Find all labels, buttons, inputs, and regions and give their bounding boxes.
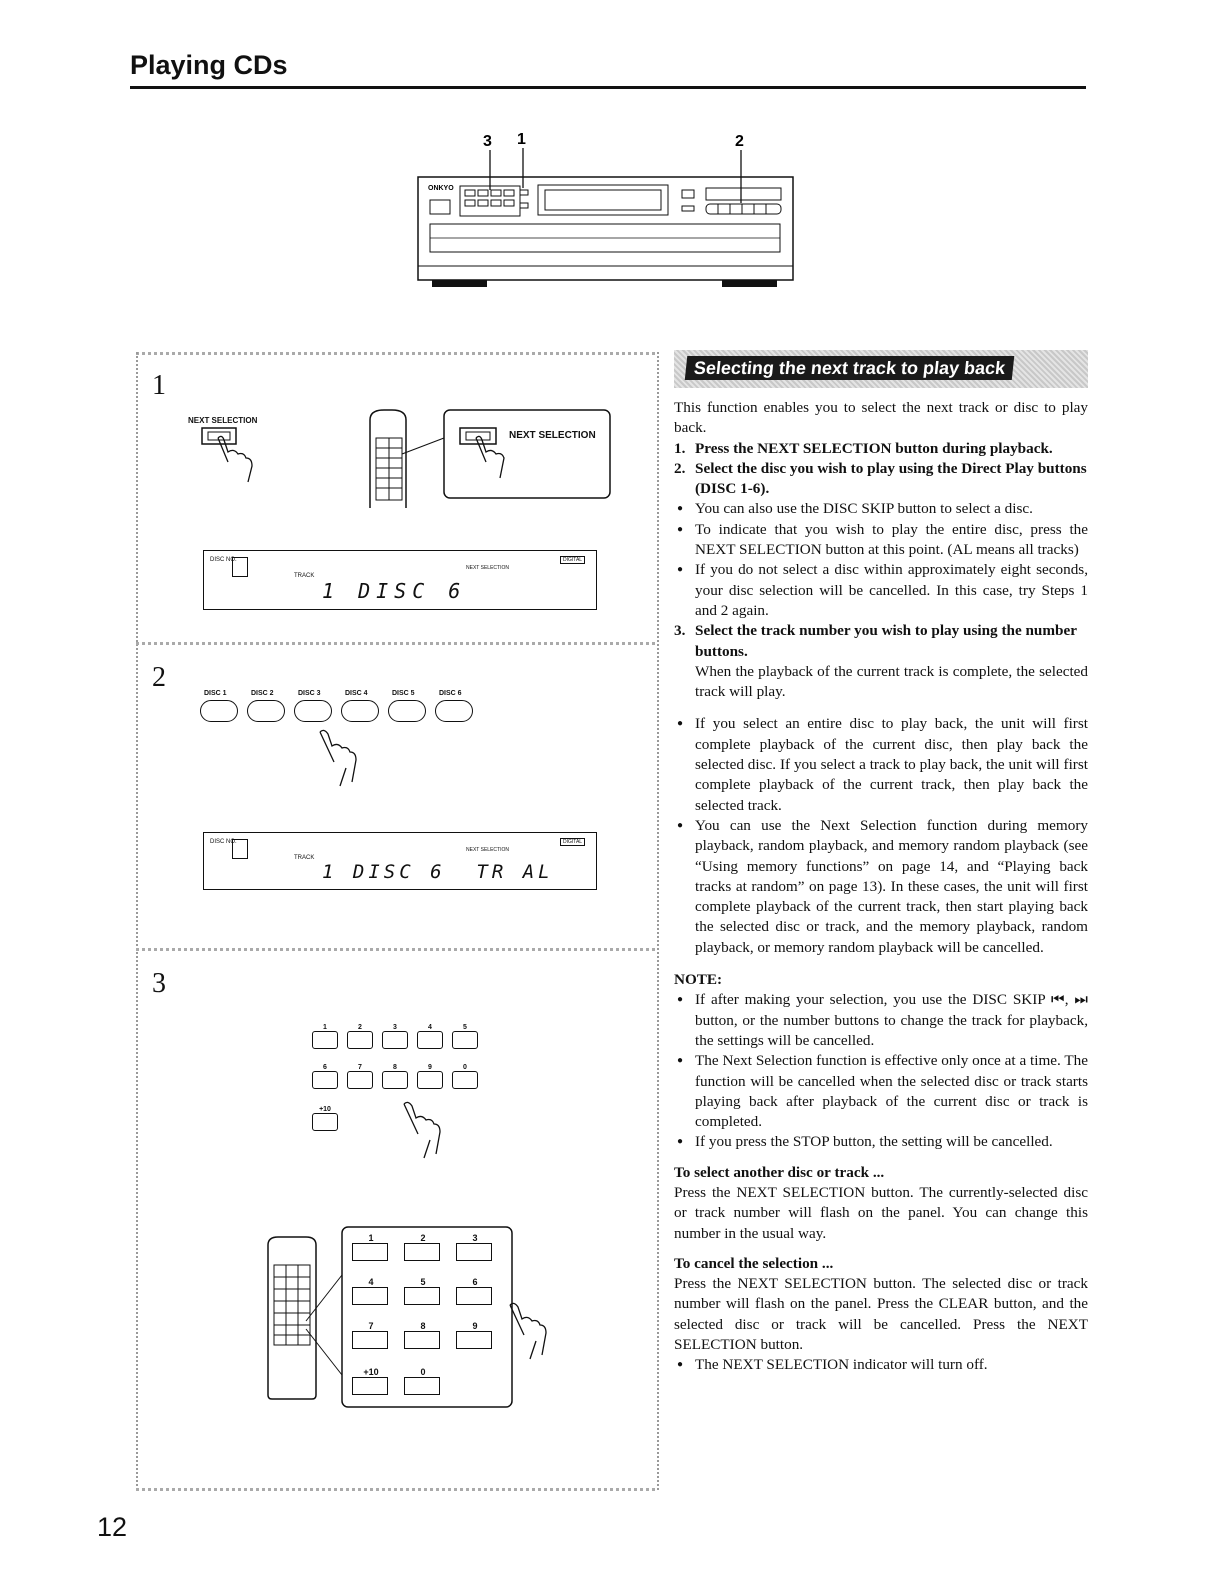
instructions-column [674,350,1088,1376]
hand-press-icon [198,426,268,486]
cancel-selection-body: Press the NEXT SELECTION button. The selected disc or track number will flash on the panel. Press the CLEAR button, and the selected disc or track will be cancelled. Press the NEXT SELECTION button. [674,1275,1088,1354]
display-panel-step2 [203,832,597,890]
list-item: ● If after making your selection, you use the DISC SKIP ⏮, ⏭ button, or the number buttons to change the track for playback, the settings will be cancelled. [674,990,1088,1051]
track-label: TRACK [294,855,315,861]
step2-number: 2 [152,662,166,693]
instruction-steps [674,439,1088,500]
instruction-steps-cont [674,621,1088,662]
list-item: ● If you do not select a disc within approximately eight seconds, your disc selection will be cancelled. In this case, try Steps 1 and 2 again. [674,560,1088,621]
remote-key: 1 [352,1233,390,1261]
disc3-button: DISC 3 [294,690,334,722]
note-heading: NOTE: [674,971,723,989]
disc2-oval [247,700,285,722]
num-button: 4 [417,1024,443,1049]
disc1-oval [200,700,238,722]
step2-bullets [674,499,1088,621]
instruction-step-1: 1. Press the NEXT SELECTION button during playback. [674,439,1053,457]
list-item: ● To indicate that you wish to play the entire disc, press the NEXT SELECTION button at this point. (AL means all tracks) [674,520,1088,561]
remote-key: +10 [352,1367,390,1395]
disc3-oval [294,700,332,722]
hand-press-icon [400,1100,460,1162]
cd-player-illustration [410,128,800,298]
num-button: 8 [382,1064,408,1089]
remote-key: 3 [456,1233,494,1261]
remote-key: 5 [404,1277,442,1305]
title-rule [130,86,1086,89]
remote-zoom-drawing [368,408,613,508]
num-button: 7 [347,1064,373,1089]
note-bullets [674,990,1088,1152]
remote-key: 7 [352,1321,390,1349]
cd-player-drawing [410,128,800,298]
remote-key: 4 [352,1277,390,1305]
remote-key: 8 [404,1321,442,1349]
list-item: ● You can also use the DISC SKIP button to select a disc. [674,499,1088,519]
section-banner [674,350,1088,388]
section-heading: Selecting the next track to play back [685,356,1015,380]
disc4-button: DISC 4 [341,690,381,722]
disc4-oval [341,700,379,722]
disc-buttons-row [200,690,470,726]
disc5-button: DISC 5 [388,690,428,722]
segment-readout: 1 DISC 6 TR AL [322,861,554,883]
step1-number: 1 [152,370,166,401]
num-button: 1 [312,1024,338,1049]
num-button: 6 [312,1064,338,1089]
callout-3: 3 [483,133,492,150]
track-label: TRACK [294,573,315,579]
panel-bottom-border [136,1488,657,1491]
cancel-selection-heading: To cancel the selection ... [674,1254,834,1272]
step3-number: 3 [152,968,166,999]
next-selection-remote-label: NEXT SELECTION [509,430,596,441]
list-item: ● If you select an entire disc to play back, the unit will first complete playback of the current disc, then play back the selected disc. If you select a track to play back, the unit will first complete playback of the current track, then play back the selected track. [674,714,1088,815]
num-button: 0 [452,1064,478,1089]
remote-key: 9 [456,1321,494,1349]
instruction-step-3: 3. Select the track number you wish to play using the number buttons. [674,622,1077,660]
remote-illustration-step1 [368,408,613,508]
remote-illustration-step3 [266,1225,576,1410]
disc1-button: DISC 1 [200,690,240,722]
disc6-button: DISC 6 [435,690,475,722]
list-item: ● The Next Selection function is effective only once at a time. The function will be cancelled when the selected disc or track starts playing back after playback of the current disc or track is completed. [674,1051,1088,1132]
list-item: ● The NEXT SELECTION indicator will turn off. [674,1355,1088,1375]
list-item: ● If you press the STOP button, the setting will be cancelled. [674,1132,1088,1152]
select-another-body: Press the NEXT SELECTION button. The currently-selected disc or track number will flash on the panel. You can change this number in the usual way. [674,1183,1088,1242]
next-selection-indicator: NEXT SELECTION [466,847,509,853]
remote-key: 6 [456,1277,494,1305]
segment-readout: 1 DISC 6 [322,579,467,603]
remote-key: 0 [404,1367,442,1395]
num-button: 3 [382,1024,408,1049]
disc-digit-box [232,839,248,859]
intro-paragraph: This function enables you to select the next track or disc to play back. [674,399,1088,437]
brand-logo: ONKYO [428,185,454,192]
panel-separator-1 [136,642,657,645]
num-button-plus10: +10 [312,1106,338,1131]
callout-1: 1 [517,131,526,148]
disc-digit-box [232,557,248,577]
next-selection-label: NEXT SELECTION [188,416,258,425]
digital-indicator: DIGITAL [560,556,585,564]
select-another-heading: To select another disc or track ... [674,1163,885,1181]
next-selection-button-illustration [198,426,268,486]
callout-2: 2 [735,133,744,150]
num-button: 2 [347,1024,373,1049]
step3-body: When the playback of the current track is complete, the selected track will play. [695,662,1088,701]
display-panel-step1 [203,550,597,610]
cancel-bullets [674,1355,1088,1375]
page-number: 12 [97,1512,128,1542]
disc-no-label: DISC NO. [210,839,237,845]
disc2-button: DISC 2 [247,690,287,722]
digital-indicator: DIGITAL [560,838,585,846]
list-item: ● You can use the Next Selection function during memory playback, random playback, and memory random playback (see “Using memory functions” on page 14, and “Playing back tracks at random” on page 13). In these cases, the unit will first complete playback of the current track, then start playing back the selected disc or track, and the memory playback, random playback, or memory random playback will be cancelled. [674,816,1088,958]
disc5-oval [388,700,426,722]
instruction-step-2: 2. Select the disc you wish to play using the Direct Play buttons (DISC 1-6). [674,459,1087,498]
page-title: Playing CDs [130,50,288,80]
next-selection-indicator: NEXT SELECTION [466,565,509,571]
remote-key: 2 [404,1233,442,1261]
panel-separator-2 [136,948,657,951]
disc6-oval [435,700,473,722]
general-bullets [674,714,1088,958]
num-button: 5 [452,1024,478,1049]
hand-press-icon [316,728,376,790]
num-button: 9 [417,1064,443,1089]
disc-no-label: DISC NO. [210,557,237,563]
remote-keys [352,1233,502,1408]
